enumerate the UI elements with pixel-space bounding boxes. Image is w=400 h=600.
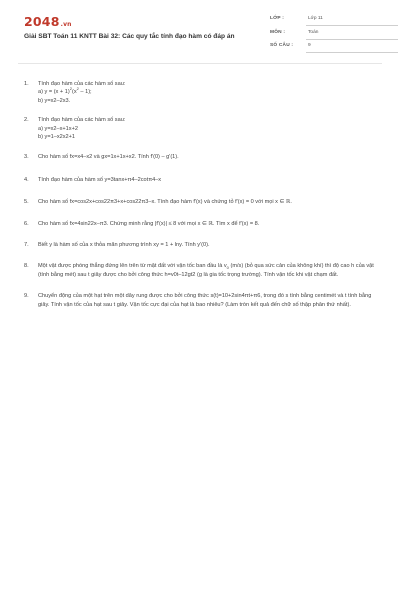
- meta-info: [270, 14, 398, 55]
- meta-value-subject: Toán: [308, 29, 319, 35]
- meta-row-subject: [270, 28, 398, 40]
- meta-label-question-count: SỐ CÂU :: [270, 43, 294, 48]
- question-number: 8.: [24, 263, 29, 270]
- question-part-b: b) y=x2–2x3.: [38, 97, 71, 104]
- meta-value-class: Lớp 11: [308, 16, 323, 21]
- document-title: Giải SBT Toán 11 KNTT Bài 32: Các quy tắc tính đạo hàm có đáp án: [24, 33, 235, 40]
- question-text: Cho hàm số fx=4sin22x–π3. Chứng minh rằng |f'(x)| ≤ 8 với mọi x ∈ ℝ. Tìm x để f'(x) = 8.: [38, 220, 260, 227]
- question-6: [24, 220, 380, 228]
- question-text: Chuyển động của một hạt trên một dây rung được cho bởi công thức s(t)=10+2sin4πt+π6, trong đó s tính bằng centimét và t tính bằng giây. Tính vận tốc của hạt sau t giây. Vận tốc cực đại của hạt là bao nhiêu? (Làm tròn kết quả đến chữ số thập phân thứ nhất).: [38, 293, 372, 308]
- question-text: Cho hàm số fx=x4–x2 và gx=1x+1x+x2. Tính f'(0) – g'(1).: [38, 154, 179, 161]
- question-text: Tính đạo hàm của các hàm số sau:: [38, 117, 126, 124]
- question-number: 3.: [24, 154, 29, 161]
- question-number: 1.: [24, 81, 29, 87]
- question-5: [24, 198, 380, 206]
- question-2: [24, 116, 380, 141]
- question-part-a: a) $y = (x + 1)^2(x^2 - 1)$;: [38, 86, 92, 96]
- question-text: Cho hàm số fx=cos2x+cos22π3+x+cos22π3–x. Tính đạo hàm f'(x) và chứng tỏ f'(x) = 0 với mọi x ∈ ℝ.: [38, 199, 292, 206]
- question-text: Biết y là hàm số của x thỏa mãn phương trình xy = 1 + lny. Tính y'(0).: [38, 242, 210, 249]
- meta-label-subject: MÔN :: [270, 29, 286, 35]
- logo-main-text: 2048: [24, 14, 60, 29]
- question-part-a: a) y=x2–x+1x+2: [38, 125, 78, 132]
- meta-value-question-count: 9: [308, 43, 311, 48]
- question-4: [24, 176, 380, 184]
- meta-underline: [306, 39, 398, 40]
- question-7: [24, 241, 380, 249]
- document-header: [24, 14, 380, 62]
- question-text: Tính đạo hàm của hàm số y=3tanx+π4–2cotπ4–x: [38, 176, 162, 183]
- meta-label-class: LỚP :: [270, 16, 285, 21]
- question-number: 2.: [24, 117, 29, 124]
- question-number: 5.: [24, 199, 29, 206]
- question-text: Một vật được phóng thẳng đứng lên trên từ mặt đất với vận tốc ban đầu là $v_0$ (m/s) (bỏ qua sức cản của không khí) thì độ cao h của vật (tính bằng mét) sau t giây được cho bởi công thức h=v0t–12gt2 (g là gia tốc trọng trường). Tính vận tốc khi vật chạm đất.: [38, 263, 374, 278]
- question-list: [24, 80, 380, 309]
- header-divider: [18, 63, 382, 64]
- question-9: [24, 292, 380, 309]
- meta-row-class: [270, 14, 398, 26]
- question-1: [24, 80, 380, 105]
- question-part-b: b) y=1–x2x2+1: [38, 134, 76, 141]
- meta-row-question-count: [270, 41, 398, 53]
- question-3: [24, 153, 380, 161]
- question-number: 6.: [24, 220, 29, 227]
- question-text: Tính đạo hàm của các hàm số sau:: [38, 81, 126, 87]
- meta-underline: [306, 52, 398, 53]
- question-8: [24, 262, 380, 279]
- question-number: 7.: [24, 242, 29, 249]
- logo-suffix-text: .vn: [60, 21, 72, 28]
- question-number: 9.: [24, 293, 29, 300]
- meta-underline: [306, 25, 398, 26]
- question-number: 4.: [24, 176, 29, 183]
- site-logo[interactable]: [24, 14, 72, 29]
